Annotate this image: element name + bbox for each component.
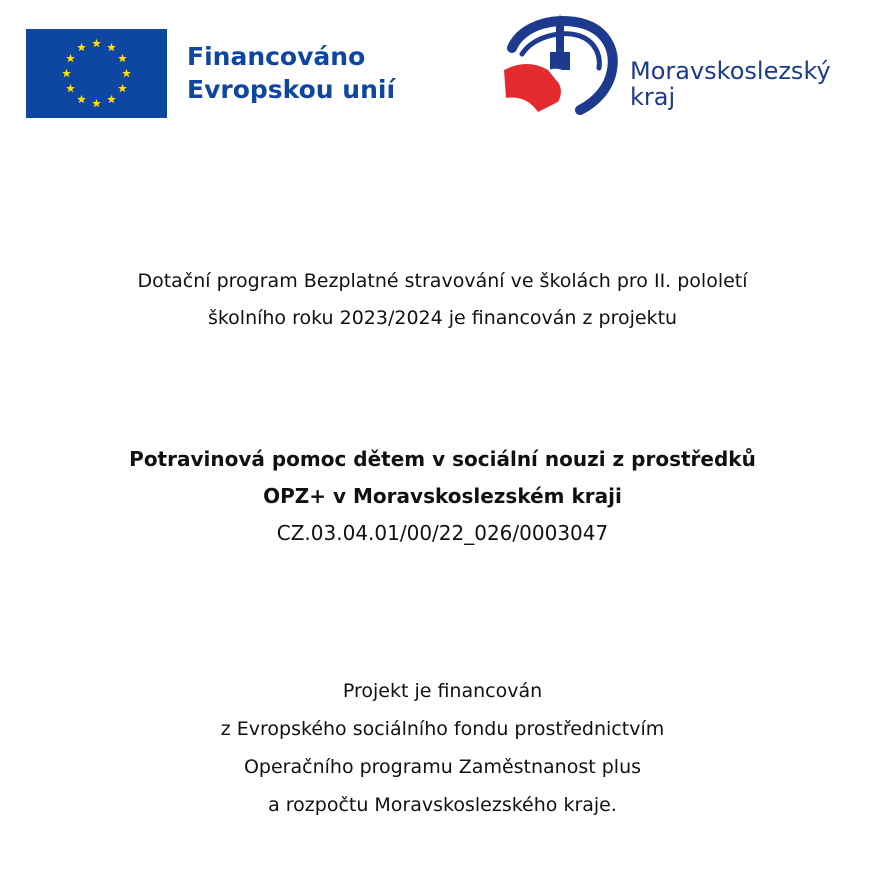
funding-line: Operačního programu Zaměstnanost plus [243, 756, 642, 778]
eu-star-icon [122, 69, 131, 77]
project-title-line: Potravinová pomoc dětem v sociální nouzi z prostředků [129, 447, 756, 471]
project-block [0, 441, 885, 552]
region-logo [500, 14, 870, 126]
project-code: CZ.03.04.01/00/22_026/0003047 [276, 521, 609, 545]
eu-star-icon [62, 69, 71, 77]
eu-logo-line2: Evropskou unií [187, 75, 396, 104]
eu-star-icon [66, 54, 75, 62]
intro-line: školního roku 2023/2024 je financován z projektu [207, 307, 678, 329]
funding-paragraph [0, 672, 885, 824]
eu-star-icon [118, 84, 127, 92]
eu-star-icon [66, 84, 75, 92]
eu-star-icon [77, 95, 86, 103]
eu-star-icon [107, 43, 116, 51]
funding-line: z Evropského sociálního fondu prostřednictvím [220, 718, 665, 740]
eu-star-icon [77, 43, 86, 51]
intro-paragraph [0, 263, 885, 337]
region-logo-text [630, 58, 831, 110]
eu-flag-icon [26, 29, 167, 118]
logo-header [0, 0, 885, 140]
region-logo-line1: Moravskoslezský [630, 57, 831, 85]
eu-logo-text [187, 40, 395, 106]
eu-star-icon [92, 39, 101, 47]
eu-star-icon [107, 95, 116, 103]
intro-line: Dotační program Bezplatné stravování ve školách pro II. pololetí [137, 270, 748, 292]
funding-line: a rozpočtu Moravskoslezského kraje. [268, 794, 617, 816]
region-logo-line2: kraj [630, 83, 676, 111]
eu-star-icon [118, 54, 127, 62]
project-title-line: OPZ+ v Moravskoslezském kraji [263, 484, 622, 508]
moravian-silesian-region-icon [500, 14, 622, 126]
eu-star-icon [92, 99, 101, 107]
eu-funding-logo [26, 28, 418, 120]
funding-line: Projekt je financován [342, 680, 543, 702]
eu-logo-line1: Financováno [187, 42, 366, 71]
